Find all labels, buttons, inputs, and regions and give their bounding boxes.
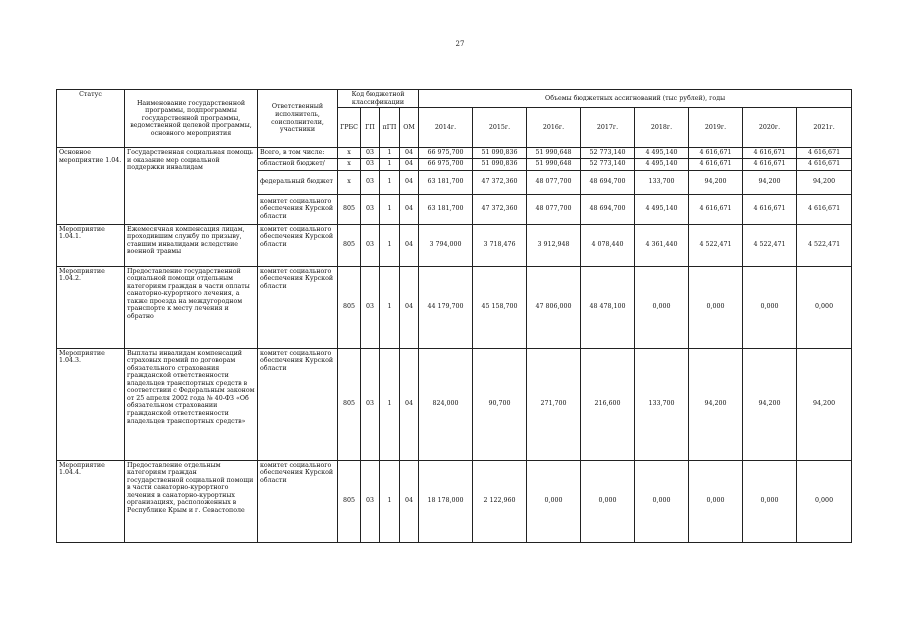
value-cell: 51 990,648 <box>527 148 581 159</box>
row-name: Предоставление отдельным категориям граждан государственной социальной помощи в части санаторно-курортного лечения в санаторно-курортных организациях, расположенных в Республике Крым и г. Севастополе <box>125 460 258 542</box>
value-cell: 133,700 <box>635 348 689 460</box>
value-cell: 66 975,700 <box>419 158 473 170</box>
value-cell: 3 718,476 <box>473 224 527 266</box>
value-cell: 0,000 <box>689 266 743 348</box>
value-cell: 51 990,648 <box>527 158 581 170</box>
row-executor: комитет социального обеспечения Курской области <box>258 224 338 266</box>
table-row <box>57 266 852 348</box>
value-cell: 52 773,140 <box>581 148 635 159</box>
row-status: Мероприятие 1.04.2. <box>57 266 125 348</box>
value-cell: 0,000 <box>581 460 635 542</box>
value-cell: 94,200 <box>689 348 743 460</box>
code-grbs: 805 <box>338 266 361 348</box>
value-cell: 4 495,140 <box>635 194 689 224</box>
value-cell: 824,000 <box>419 348 473 460</box>
header-code-group: Код бюджетной классификации <box>338 90 419 108</box>
value-cell: 63 181,700 <box>419 194 473 224</box>
row-name: Государственная социальная помощь и оказание мер социальной поддержки инвалидам <box>125 148 258 225</box>
code-grbs: 805 <box>338 460 361 542</box>
value-cell: 63 181,700 <box>419 170 473 194</box>
code-gp: 03 <box>361 266 380 348</box>
header-year: 2019г. <box>689 108 743 148</box>
code-om: 04 <box>400 460 419 542</box>
value-cell: 48 694,700 <box>581 194 635 224</box>
code-pgp: 1 <box>380 158 400 170</box>
code-grbs: 805 <box>338 348 361 460</box>
value-cell: 48 077,700 <box>527 170 581 194</box>
value-cell: 4 616,671 <box>689 194 743 224</box>
header-year: 2020г. <box>743 108 797 148</box>
code-grbs: 805 <box>338 194 361 224</box>
value-cell: 0,000 <box>527 460 581 542</box>
value-cell: 44 179,700 <box>419 266 473 348</box>
value-cell: 94,200 <box>797 348 852 460</box>
code-grbs: x <box>338 148 361 159</box>
value-cell: 4 616,671 <box>743 148 797 159</box>
code-om: 04 <box>400 158 419 170</box>
value-cell: 47 372,360 <box>473 170 527 194</box>
code-om: 04 <box>400 224 419 266</box>
header-year: 2015г. <box>473 108 527 148</box>
budget-table <box>56 89 852 543</box>
row-status: Мероприятие 1.04.1. <box>57 224 125 266</box>
header-code-om: ОМ <box>400 108 419 148</box>
code-gp: 03 <box>361 170 380 194</box>
header-year: 2016г. <box>527 108 581 148</box>
value-cell: 4 616,671 <box>743 194 797 224</box>
row-name: Ежемесячная компенсация лицам, проходившим службу по призыву, ставшим инвалидами вследствие военной травмы <box>125 224 258 266</box>
code-pgp: 1 <box>380 194 400 224</box>
value-cell: 4 616,671 <box>797 158 852 170</box>
row-name: Предоставление государственной социальной помощи отдельным категориям граждан в части оплаты санаторно-курортного лечения, а также проезда на междугородном транспорте к месту лечения и обратно <box>125 266 258 348</box>
value-cell: 4 078,440 <box>581 224 635 266</box>
value-cell: 0,000 <box>635 266 689 348</box>
header-executor: Ответственный исполнитель, соисполнители, участники <box>258 90 338 148</box>
code-gp: 03 <box>361 348 380 460</box>
value-cell: 0,000 <box>743 460 797 542</box>
code-grbs: x <box>338 158 361 170</box>
value-cell: 4 495,140 <box>635 148 689 159</box>
header-volume-group: Объемы бюджетных ассигнований (тыс рублей), годы <box>419 90 852 108</box>
code-om: 04 <box>400 348 419 460</box>
code-pgp: 1 <box>380 224 400 266</box>
value-cell: 47 372,360 <box>473 194 527 224</box>
code-pgp: 1 <box>380 148 400 159</box>
value-cell: 4 495,140 <box>635 158 689 170</box>
header-year: 2018г. <box>635 108 689 148</box>
value-cell: 0,000 <box>689 460 743 542</box>
value-cell: 52 773,140 <box>581 158 635 170</box>
value-cell: 48 478,100 <box>581 266 635 348</box>
value-cell: 0,000 <box>797 266 852 348</box>
code-gp: 03 <box>361 460 380 542</box>
page-number: 27 <box>455 40 465 48</box>
header-code-gp: ГП <box>361 108 380 148</box>
row-executor: областной бюджет/ <box>258 158 338 170</box>
value-cell: 45 158,700 <box>473 266 527 348</box>
code-pgp: 1 <box>380 460 400 542</box>
value-cell: 3 794,000 <box>419 224 473 266</box>
value-cell: 47 806,000 <box>527 266 581 348</box>
code-pgp: 1 <box>380 170 400 194</box>
row-status: Основное мероприятие 1.04. <box>57 148 125 225</box>
code-gp: 03 <box>361 194 380 224</box>
code-om: 04 <box>400 148 419 159</box>
value-cell: 4 361,440 <box>635 224 689 266</box>
value-cell: 4 616,671 <box>797 148 852 159</box>
value-cell: 94,200 <box>743 348 797 460</box>
header-code-grbs: ГРБС <box>338 108 361 148</box>
value-cell: 4 522,471 <box>797 224 852 266</box>
table-row <box>57 348 852 460</box>
header-year: 2021г. <box>797 108 852 148</box>
value-cell: 66 975,700 <box>419 148 473 159</box>
value-cell: 48 694,700 <box>581 170 635 194</box>
table-row <box>57 224 852 266</box>
value-cell: 4 616,671 <box>743 158 797 170</box>
code-om: 04 <box>400 194 419 224</box>
header-year: 2014г. <box>419 108 473 148</box>
code-om: 04 <box>400 266 419 348</box>
value-cell: 0,000 <box>797 460 852 542</box>
code-om: 04 <box>400 170 419 194</box>
value-cell: 133,700 <box>635 170 689 194</box>
value-cell: 4 616,671 <box>689 148 743 159</box>
table-row <box>57 460 852 542</box>
header-name: Наименование государственной программы, подпрограммы государственной программы, ведомственной целевой программы, основного мероприятия <box>125 90 258 148</box>
value-cell: 94,200 <box>689 170 743 194</box>
code-gp: 03 <box>361 158 380 170</box>
value-cell: 216,600 <box>581 348 635 460</box>
value-cell: 0,000 <box>743 266 797 348</box>
row-name: Выплаты инвалидам компенсаций страховых премий по договорам обязательного страхования гражданской ответственности владельцев транспортных средств в соответствии с Федеральным законом от 25 апреля 2002 года № 40-ФЗ «Об обязательном страховании гражданской ответственности владельцев транспортных средств» <box>125 348 258 460</box>
code-gp: 03 <box>361 148 380 159</box>
row-executor: комитет социального обеспечения Курской области <box>258 194 338 224</box>
code-pgp: 1 <box>380 266 400 348</box>
row-executor: комитет социального обеспечения Курской области <box>258 348 338 460</box>
row-executor: федеральный бюджет <box>258 170 338 194</box>
value-cell: 90,700 <box>473 348 527 460</box>
value-cell: 4 522,471 <box>689 224 743 266</box>
code-grbs: x <box>338 170 361 194</box>
value-cell: 4 616,671 <box>797 194 852 224</box>
value-cell: 3 912,948 <box>527 224 581 266</box>
main-row-line <box>57 148 852 159</box>
value-cell: 271,700 <box>527 348 581 460</box>
value-cell: 4 522,471 <box>743 224 797 266</box>
value-cell: 2 122,960 <box>473 460 527 542</box>
header-year: 2017г. <box>581 108 635 148</box>
value-cell: 18 178,000 <box>419 460 473 542</box>
row-status: Мероприятие 1.04.3. <box>57 348 125 460</box>
value-cell: 4 616,671 <box>689 158 743 170</box>
code-gp: 03 <box>361 224 380 266</box>
header-status: Статус <box>57 90 125 148</box>
row-executor: комитет социального обеспечения Курской области <box>258 266 338 348</box>
value-cell: 48 077,700 <box>527 194 581 224</box>
row-executor: комитет социального обеспечения Курской области <box>258 460 338 542</box>
row-executor: Всего, в том числе: <box>258 148 338 159</box>
value-cell: 0,000 <box>635 460 689 542</box>
value-cell: 51 090,836 <box>473 158 527 170</box>
value-cell: 51 090,836 <box>473 148 527 159</box>
value-cell: 94,200 <box>743 170 797 194</box>
value-cell: 94,200 <box>797 170 852 194</box>
code-pgp: 1 <box>380 348 400 460</box>
code-grbs: 805 <box>338 224 361 266</box>
row-status: Мероприятие 1.04.4. <box>57 460 125 542</box>
header-code-pgp: пГП <box>380 108 400 148</box>
